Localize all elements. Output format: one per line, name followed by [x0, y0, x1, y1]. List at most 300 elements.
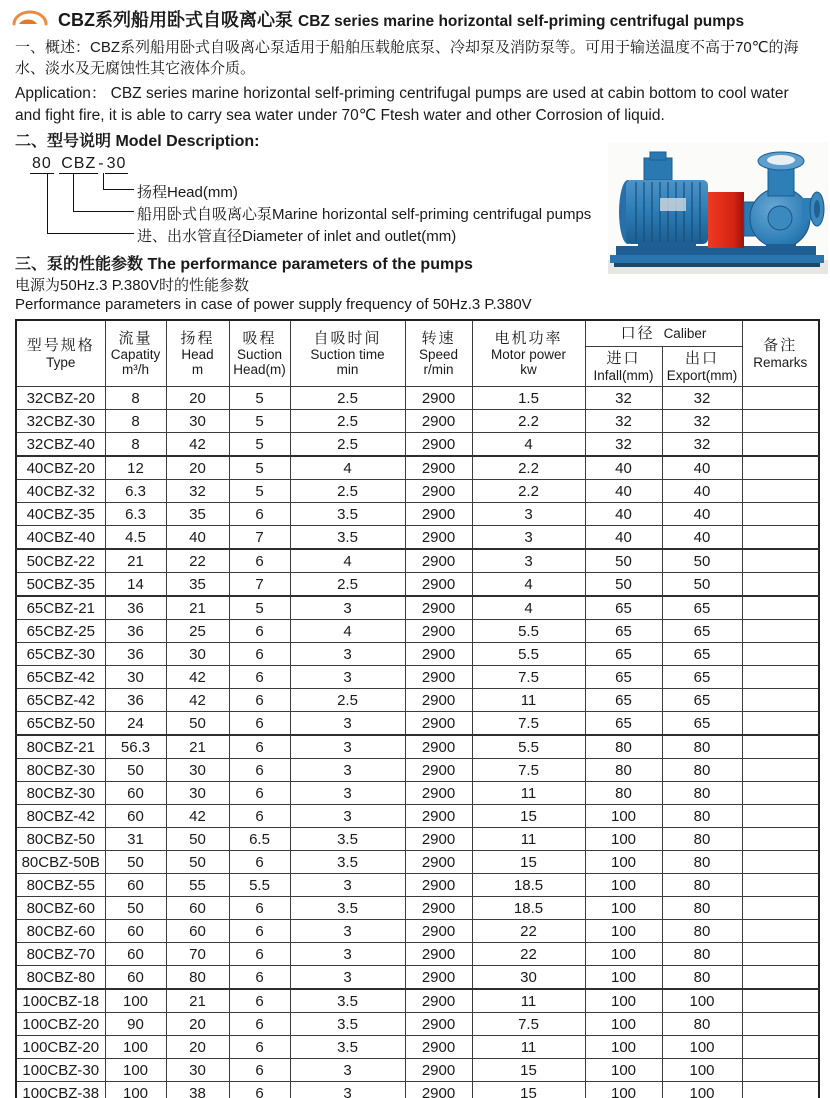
row-value-cell: 30 [166, 782, 229, 805]
row-value-cell: 65 [662, 596, 742, 620]
row-value-cell: 50 [585, 573, 662, 597]
row-value-cell: 6 [229, 1059, 290, 1082]
row-value-cell: 80 [662, 805, 742, 828]
row-value-cell: 32 [662, 433, 742, 457]
row-value-cell [742, 1013, 819, 1036]
row-type-cell: 32CBZ-30 [16, 410, 105, 433]
row-value-cell: 2900 [405, 1059, 472, 1082]
connector-line-diameter [47, 173, 134, 234]
table-row [16, 549, 819, 573]
row-value-cell: 15 [472, 805, 585, 828]
row-value-cell: 36 [105, 596, 166, 620]
row-value-cell: 5.5 [229, 874, 290, 897]
row-value-cell: 80 [662, 851, 742, 874]
row-value-cell: 3 [290, 759, 405, 782]
model-label-head: 扬程Head(mm) [137, 183, 238, 201]
row-value-cell: 2900 [405, 433, 472, 457]
row-value-cell: 42 [166, 666, 229, 689]
row-value-cell: 3 [290, 805, 405, 828]
row-value-cell: 3 [472, 503, 585, 526]
row-value-cell: 80 [585, 782, 662, 805]
row-value-cell: 2900 [405, 666, 472, 689]
row-value-cell: 20 [166, 1013, 229, 1036]
row-value-cell: 60 [105, 943, 166, 966]
row-value-cell: 60 [166, 920, 229, 943]
row-value-cell: 8 [105, 410, 166, 433]
row-value-cell: 5.5 [472, 735, 585, 759]
row-value-cell: 4 [290, 549, 405, 573]
row-value-cell: 2900 [405, 989, 472, 1013]
row-value-cell: 3.5 [290, 503, 405, 526]
row-value-cell: 11 [472, 989, 585, 1013]
row-value-cell: 50 [166, 851, 229, 874]
row-value-cell: 3.5 [290, 897, 405, 920]
row-value-cell: 65 [662, 643, 742, 666]
row-value-cell: 2.5 [290, 573, 405, 597]
col-header-outlet: 出口 Export(mm) [662, 347, 742, 387]
row-value-cell: 100 [585, 943, 662, 966]
col-header-head: 扬程 Head m [166, 320, 229, 387]
row-type-cell: 80CBZ-60 [16, 920, 105, 943]
row-value-cell: 11 [472, 782, 585, 805]
row-value-cell: 50 [662, 549, 742, 573]
row-value-cell: 2.5 [290, 433, 405, 457]
table-row [16, 526, 819, 550]
row-value-cell: 50 [662, 573, 742, 597]
row-value-cell [742, 596, 819, 620]
row-value-cell [742, 433, 819, 457]
row-value-cell: 2.5 [290, 387, 405, 410]
row-value-cell: 80 [662, 943, 742, 966]
row-value-cell: 40 [662, 503, 742, 526]
row-value-cell: 3 [290, 874, 405, 897]
row-value-cell: 22 [472, 920, 585, 943]
row-value-cell [742, 1036, 819, 1059]
row-value-cell [742, 851, 819, 874]
row-value-cell: 2.2 [472, 480, 585, 503]
row-value-cell: 2900 [405, 828, 472, 851]
row-value-cell: 65 [662, 712, 742, 736]
model-code-dash: - [98, 154, 105, 172]
row-type-cell: 80CBZ-21 [16, 735, 105, 759]
row-value-cell: 2900 [405, 1036, 472, 1059]
row-type-cell: 50CBZ-35 [16, 573, 105, 597]
row-value-cell: 80 [585, 735, 662, 759]
col-header-remarks: 备注 Remarks [742, 320, 819, 387]
row-value-cell: 2900 [405, 596, 472, 620]
row-value-cell: 2900 [405, 573, 472, 597]
row-value-cell: 40 [662, 456, 742, 480]
row-value-cell [742, 410, 819, 433]
row-value-cell: 2.2 [472, 410, 585, 433]
row-value-cell: 50 [166, 712, 229, 736]
row-type-cell: 40CBZ-20 [16, 456, 105, 480]
row-value-cell: 11 [472, 828, 585, 851]
row-value-cell [742, 712, 819, 736]
row-value-cell: 5.5 [472, 620, 585, 643]
row-value-cell: 2900 [405, 643, 472, 666]
row-value-cell: 80 [662, 920, 742, 943]
row-value-cell: 7 [229, 573, 290, 597]
table-row [16, 387, 819, 410]
table-row [16, 874, 819, 897]
row-value-cell: 32 [166, 480, 229, 503]
row-value-cell: 2900 [405, 851, 472, 874]
row-value-cell: 6 [229, 920, 290, 943]
row-value-cell: 6 [229, 989, 290, 1013]
row-value-cell: 2900 [405, 943, 472, 966]
row-value-cell: 100 [585, 966, 662, 990]
row-value-cell: 2900 [405, 759, 472, 782]
row-value-cell: 6 [229, 1036, 290, 1059]
col-header-suction: 吸程 Suction Head(m) [229, 320, 290, 387]
row-value-cell: 65 [662, 666, 742, 689]
col-header-type: 型号规格 Type [16, 320, 105, 387]
table-row [16, 433, 819, 457]
power-note-en: Performance parameters in case of power supply frequency of 50Hz.3 P.380V [15, 296, 532, 314]
page-title-en: CBZ series marine horizontal self-priming centrifugal pumps [298, 13, 745, 30]
row-value-cell: 42 [166, 805, 229, 828]
row-value-cell: 3 [290, 920, 405, 943]
row-type-cell: 80CBZ-42 [16, 805, 105, 828]
row-value-cell [742, 387, 819, 410]
row-value-cell: 50 [105, 851, 166, 874]
row-value-cell: 80 [662, 874, 742, 897]
row-value-cell [742, 456, 819, 480]
row-value-cell: 32 [585, 410, 662, 433]
table-row [16, 456, 819, 480]
row-value-cell: 80 [662, 897, 742, 920]
row-value-cell: 6 [229, 666, 290, 689]
row-type-cell: 65CBZ-21 [16, 596, 105, 620]
row-value-cell: 22 [472, 943, 585, 966]
overview-paragraph-cn: 一、概述：CBZ系列船用卧式自吸离心泵适用于船舶压载舱底泵、冷却泵及消防泵等。可用于输送温度不高于70℃的海水、淡水及无腐蚀性其它液体介质。 [15, 39, 799, 77]
row-value-cell [742, 782, 819, 805]
row-type-cell: 50CBZ-22 [16, 549, 105, 573]
table-row [16, 1036, 819, 1059]
row-value-cell: 6 [229, 759, 290, 782]
row-value-cell: 80 [662, 782, 742, 805]
table-row [16, 1013, 819, 1036]
row-value-cell: 6 [229, 620, 290, 643]
row-value-cell: 65 [585, 596, 662, 620]
row-value-cell: 5 [229, 410, 290, 433]
col-header-motor-power: 电机功率 Motor power kw [472, 320, 585, 387]
row-value-cell: 3 [290, 782, 405, 805]
row-value-cell: 2.2 [472, 456, 585, 480]
row-value-cell: 4 [472, 573, 585, 597]
row-value-cell: 4 [472, 433, 585, 457]
row-value-cell: 6.5 [229, 828, 290, 851]
row-value-cell: 32 [662, 387, 742, 410]
row-value-cell: 42 [166, 433, 229, 457]
table-row [16, 782, 819, 805]
table-row [16, 480, 819, 503]
table-row [16, 689, 819, 712]
row-value-cell: 3 [290, 1082, 405, 1098]
row-value-cell: 42 [166, 689, 229, 712]
row-value-cell: 5 [229, 387, 290, 410]
row-value-cell: 8 [105, 387, 166, 410]
row-value-cell [742, 874, 819, 897]
row-value-cell: 2900 [405, 503, 472, 526]
table-row [16, 920, 819, 943]
row-value-cell: 2900 [405, 805, 472, 828]
row-value-cell: 2900 [405, 526, 472, 550]
row-type-cell: 65CBZ-42 [16, 666, 105, 689]
row-value-cell: 30 [105, 666, 166, 689]
row-type-cell: 80CBZ-30 [16, 759, 105, 782]
row-value-cell: 31 [105, 828, 166, 851]
row-value-cell [742, 943, 819, 966]
row-value-cell: 2900 [405, 966, 472, 990]
row-value-cell: 40 [585, 480, 662, 503]
row-value-cell: 15 [472, 1059, 585, 1082]
row-type-cell: 80CBZ-55 [16, 874, 105, 897]
row-value-cell: 56.3 [105, 735, 166, 759]
row-value-cell: 36 [105, 620, 166, 643]
row-value-cell: 2900 [405, 1013, 472, 1036]
row-value-cell: 40 [585, 526, 662, 550]
row-type-cell: 100CBZ-20 [16, 1013, 105, 1036]
table-row [16, 410, 819, 433]
row-value-cell: 3.5 [290, 1013, 405, 1036]
row-value-cell: 100 [585, 920, 662, 943]
page-header [0, 0, 830, 34]
row-value-cell: 2900 [405, 712, 472, 736]
row-value-cell: 3.5 [290, 989, 405, 1013]
row-value-cell [742, 480, 819, 503]
row-value-cell: 18.5 [472, 897, 585, 920]
row-value-cell: 50 [166, 828, 229, 851]
row-type-cell: 100CBZ-18 [16, 989, 105, 1013]
table-row [16, 966, 819, 990]
model-description-heading: 二、型号说明 Model Description: [15, 133, 260, 151]
row-value-cell: 21 [105, 549, 166, 573]
row-type-cell: 40CBZ-32 [16, 480, 105, 503]
row-value-cell: 65 [585, 666, 662, 689]
row-value-cell: 40 [585, 503, 662, 526]
row-type-cell: 40CBZ-35 [16, 503, 105, 526]
row-value-cell: 100 [662, 989, 742, 1013]
row-value-cell: 2900 [405, 549, 472, 573]
row-value-cell: 36 [105, 643, 166, 666]
row-value-cell: 2900 [405, 689, 472, 712]
col-header-inlet: 进口 Infall(mm) [585, 347, 662, 387]
row-value-cell: 15 [472, 851, 585, 874]
row-value-cell [742, 989, 819, 1013]
col-header-capacity: 流量 Capatity m³/h [105, 320, 166, 387]
row-value-cell: 20 [166, 387, 229, 410]
row-value-cell: 60 [105, 920, 166, 943]
row-type-cell: 80CBZ-80 [16, 966, 105, 990]
row-value-cell: 5.5 [472, 643, 585, 666]
row-value-cell [742, 503, 819, 526]
row-value-cell [742, 805, 819, 828]
row-value-cell: 40 [662, 526, 742, 550]
row-value-cell: 100 [585, 897, 662, 920]
row-value-cell: 30 [166, 643, 229, 666]
page-title [58, 6, 744, 32]
row-value-cell: 7.5 [472, 759, 585, 782]
row-value-cell: 65 [585, 712, 662, 736]
row-value-cell: 6 [229, 503, 290, 526]
row-value-cell: 6 [229, 712, 290, 736]
row-value-cell: 3 [290, 596, 405, 620]
row-value-cell: 100 [585, 989, 662, 1013]
row-value-cell [742, 643, 819, 666]
row-value-cell: 3 [290, 1059, 405, 1082]
row-value-cell: 2.5 [290, 410, 405, 433]
brand-arc-icon [10, 7, 50, 31]
col-header-caliber: 口径 Caliber [585, 320, 742, 347]
row-value-cell: 30 [166, 1059, 229, 1082]
row-value-cell: 100 [105, 989, 166, 1013]
row-value-cell: 20 [166, 1036, 229, 1059]
row-value-cell: 6 [229, 897, 290, 920]
row-value-cell: 2900 [405, 480, 472, 503]
row-value-cell: 100 [585, 1013, 662, 1036]
row-value-cell: 6 [229, 851, 290, 874]
row-value-cell [742, 897, 819, 920]
table-row [16, 897, 819, 920]
row-value-cell: 22 [166, 549, 229, 573]
row-value-cell: 60 [105, 874, 166, 897]
row-value-cell [742, 1082, 819, 1098]
row-type-cell: 100CBZ-30 [16, 1059, 105, 1082]
row-value-cell: 65 [662, 620, 742, 643]
row-value-cell: 21 [166, 989, 229, 1013]
row-value-cell: 4 [472, 596, 585, 620]
power-note-cn: 电源为50Hz.3 P.380V时的性能参数 [15, 276, 249, 294]
row-type-cell: 40CBZ-40 [16, 526, 105, 550]
row-type-cell: 80CBZ-30 [16, 782, 105, 805]
row-value-cell: 65 [585, 643, 662, 666]
row-value-cell [742, 920, 819, 943]
table-row [16, 712, 819, 736]
row-value-cell: 80 [662, 759, 742, 782]
row-value-cell: 3.5 [290, 526, 405, 550]
table-row [16, 989, 819, 1013]
row-value-cell [742, 966, 819, 990]
row-value-cell: 15 [472, 1082, 585, 1098]
col-header-suction-time: 自吸时间 Suction time min [290, 320, 405, 387]
row-value-cell: 32 [585, 387, 662, 410]
row-value-cell: 65 [585, 620, 662, 643]
row-value-cell: 6 [229, 689, 290, 712]
row-value-cell: 80 [662, 966, 742, 990]
row-value-cell: 100 [585, 1036, 662, 1059]
row-value-cell: 2.5 [290, 480, 405, 503]
row-value-cell: 35 [166, 573, 229, 597]
row-value-cell: 100 [585, 1082, 662, 1098]
row-value-cell: 2900 [405, 735, 472, 759]
performance-heading: 三、泵的性能参数 The performance parameters of the pumps [15, 255, 473, 273]
row-value-cell: 3 [290, 735, 405, 759]
row-value-cell: 3 [290, 666, 405, 689]
table-row [16, 735, 819, 759]
row-value-cell: 2900 [405, 782, 472, 805]
row-type-cell: 32CBZ-20 [16, 387, 105, 410]
table-row [16, 643, 819, 666]
table-row [16, 503, 819, 526]
row-value-cell [742, 828, 819, 851]
row-value-cell [742, 1059, 819, 1082]
row-value-cell: 3.5 [290, 828, 405, 851]
table-row [16, 620, 819, 643]
row-value-cell: 3.5 [290, 1036, 405, 1059]
row-type-cell: 100CBZ-20 [16, 1036, 105, 1059]
row-value-cell: 90 [105, 1013, 166, 1036]
row-value-cell: 100 [105, 1036, 166, 1059]
row-value-cell: 100 [585, 874, 662, 897]
row-value-cell: 2900 [405, 410, 472, 433]
row-type-cell: 65CBZ-42 [16, 689, 105, 712]
row-value-cell: 6 [229, 735, 290, 759]
row-type-cell: 65CBZ-25 [16, 620, 105, 643]
row-value-cell: 32 [662, 410, 742, 433]
row-value-cell: 65 [585, 689, 662, 712]
row-value-cell: 2900 [405, 1082, 472, 1098]
row-value-cell: 21 [166, 596, 229, 620]
row-type-cell: 80CBZ-70 [16, 943, 105, 966]
row-value-cell: 100 [585, 851, 662, 874]
row-value-cell: 50 [585, 549, 662, 573]
row-value-cell: 25 [166, 620, 229, 643]
row-value-cell: 30 [166, 759, 229, 782]
model-code [30, 155, 128, 173]
table-row [16, 573, 819, 597]
row-value-cell: 1.5 [472, 387, 585, 410]
row-value-cell: 100 [585, 805, 662, 828]
row-value-cell: 65 [662, 689, 742, 712]
row-value-cell: 2900 [405, 874, 472, 897]
row-value-cell: 5 [229, 433, 290, 457]
table-row [16, 805, 819, 828]
row-value-cell: 100 [585, 828, 662, 851]
row-value-cell [742, 735, 819, 759]
row-value-cell: 24 [105, 712, 166, 736]
row-value-cell: 3 [290, 966, 405, 990]
row-value-cell: 100 [662, 1036, 742, 1059]
row-value-cell [742, 666, 819, 689]
row-value-cell: 20 [166, 456, 229, 480]
row-type-cell: 100CBZ-38 [16, 1082, 105, 1098]
row-value-cell: 6 [229, 966, 290, 990]
row-value-cell: 7.5 [472, 712, 585, 736]
row-value-cell: 21 [166, 735, 229, 759]
row-value-cell: 6 [229, 943, 290, 966]
model-label-diameter: 进、出水管直径Diameter of inlet and outlet(mm) [137, 227, 457, 245]
row-value-cell: 36 [105, 689, 166, 712]
row-value-cell: 4 [290, 620, 405, 643]
row-value-cell: 6 [229, 805, 290, 828]
row-value-cell: 32 [585, 433, 662, 457]
performance-table-body [16, 387, 819, 1098]
table-row [16, 759, 819, 782]
row-value-cell: 12 [105, 456, 166, 480]
row-value-cell [742, 689, 819, 712]
table-row [16, 1082, 819, 1098]
row-value-cell: 38 [166, 1082, 229, 1098]
row-value-cell: 40 [662, 480, 742, 503]
row-value-cell: 5 [229, 480, 290, 503]
row-value-cell: 2900 [405, 387, 472, 410]
row-value-cell: 2900 [405, 620, 472, 643]
row-type-cell: 65CBZ-30 [16, 643, 105, 666]
page-title-cn: CBZ系列船用卧式自吸离心泵 [58, 10, 293, 30]
row-value-cell: 8 [105, 433, 166, 457]
